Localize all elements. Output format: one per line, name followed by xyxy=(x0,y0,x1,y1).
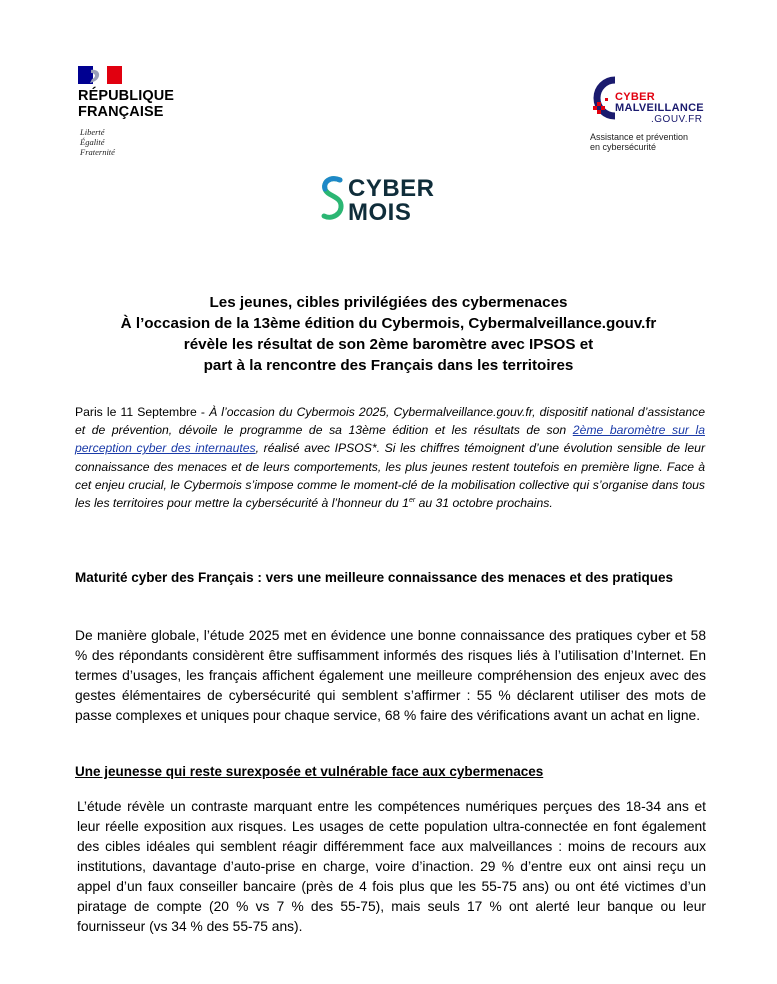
cybermalveillance-logo xyxy=(585,72,735,162)
cm-line3: .GOUV.FR xyxy=(651,114,703,125)
rf-motto-egalite: Égalité xyxy=(80,137,105,147)
cybermois-wordmark xyxy=(348,177,435,225)
section1-title: Maturité cyber des Français : vers une meilleure connaissance des menaces et des pratiques xyxy=(75,570,674,585)
heading-line2: À l’occasion de la 13ème édition du Cybermois, Cybermalveillance.gouv.fr xyxy=(120,315,657,332)
rf-title-line2: FRANÇAISE xyxy=(78,104,164,120)
cybermois-logo xyxy=(320,174,450,228)
marianne-flag-icon xyxy=(78,66,122,84)
section2-title: Une jeunesse qui reste surexposée et vulnérable face aux cybermenaces xyxy=(75,764,544,779)
rf-motto-liberte: Liberté xyxy=(80,127,105,137)
intro-text-3: au 31 octobre prochains. xyxy=(415,496,553,511)
cybermois-line1: CYBER xyxy=(348,175,435,202)
intro-paragraph xyxy=(75,403,705,512)
cybermois-line2: MOIS xyxy=(348,199,412,226)
heading-line4: part à la rencontre des Français dans les territoires xyxy=(203,357,574,374)
rf-title-line1: RÉPUBLIQUE xyxy=(78,88,175,104)
cybermalveillance-tagline xyxy=(590,132,730,152)
intro-sup: er xyxy=(408,496,416,504)
intro-text-1: À l’occasion du Cybermois 2025, Cybermalveillance.gouv.fr, dispositif national d’assistance et de prévention, dévoile le programme de sa 13ème édition et les résultats de son xyxy=(75,405,706,438)
heading-line3: révèle les résultat de son 2ème baromètre avec IPSOS et xyxy=(183,336,594,353)
intro-text-2: , réalisé avec IPSOS*. Si les chiffres témoignent d’une évolution sensible de leur connaissance des menaces et de leurs comportements, les plus jeunes restent toutefois en première ligne. Face à cet enjeu crucial, le Cybermois s’impose comme le moment-clé de la mobilisation collective qui s’organise dans tous les les territoires pour mettre la cybersécurité à l’honneur du 1 xyxy=(75,441,706,511)
heading-line1: Les jeunes, cibles privilégiées des cybermenaces xyxy=(209,294,568,311)
cybermois-s-icon xyxy=(320,174,346,228)
rf-motto-fraternite: Fraternité xyxy=(80,147,115,157)
cm-tagline-line1: Assistance et prévention xyxy=(590,132,689,142)
cm-tagline-line2: en cybersécurité xyxy=(590,142,657,152)
section1-body: De manière globale, l’étude 2025 met en évidence une bonne connaissance des pratiques cyber et 58 % des répondants considèrent être suffisamment informés des risques liés à l’utilisation d’Internet. En termes d’usages, les français affichent également une meilleure compréhension des enjeux avec des gestes élémentaires de cybersécurité qui semblent s’affirmer : 55 % déclarent utiliser des mots de passe complexes et uniques pour chaque service, 68 % faire des vérifications avant un achat en ligne. xyxy=(75,628,706,723)
barometre-link[interactable]: 2ème baromètre sur la perception cyber des internautes xyxy=(75,423,705,456)
cm-line1: CYBER xyxy=(615,91,656,103)
cm-line2: MALVEILLANCE xyxy=(615,102,704,114)
rf-title xyxy=(78,88,208,120)
rf-motto xyxy=(80,127,160,157)
dateline: Paris le 11 Septembre - xyxy=(75,405,210,419)
section2-body: L’étude révèle un contraste marquant entre les compétences numériques perçues des 18-34 ans et leur réelle exposition aux risques. Les usages de cette population ultra-connectée en font également des cibles idéales qui semblent réagir différemment face aux malveillances : moins de recours aux institutions, davantage d’auto-prise en charge, voire d’inaction. 29 % d’entre eux ont ainsi reçu un appel d’un faux conseiller bancaire (près de 4 fois plus que les 55-75 ans) ou ont été victimes d’un piratage de compte (20 % vs 7 % des 55-75), mais seuls 17 % ont alerté leur banque ou leur fournisseur (vs 34 % des 55-75 ans). xyxy=(77,799,706,934)
cybermalveillance-wordmark xyxy=(615,92,704,125)
press-release-heading xyxy=(80,292,697,376)
